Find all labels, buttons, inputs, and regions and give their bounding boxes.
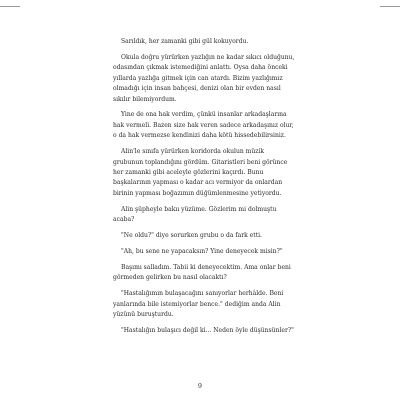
paragraph-2: Okula doğru yürürken yazlığın ne kadar sıkıcı olduğunu, odasından çıkmak istemediğini anlattı. Oysa daha önceki yıllarda yazlığa gitmek için can atardı. Bizim yazlığımız olmadığı için insan bahçesi, denizi olan bir evden nasıl sıkılır bilemiyordum. — [113, 53, 295, 103]
paragraph-7: "Ah, bu sene ne yapacaksın? Yine deneyecek misin?" — [121, 247, 283, 255]
crop-mark-right — [380, 6, 400, 7]
paragraph-8: Başımı salladım. Tabii ki deneyecektim. Ama onlar beni görmeden gelirken bu nasıl olacaktı? — [113, 263, 291, 282]
paragraph-4: Alin'le sınıfa yürürken koridorda okulun müzik grubunun toplandığını gördüm. Gitaristleri beni görünce her zamanki gibi aceleyle gözlerini kaçırdı. Bunu başkalarının yapması o kadar acı vermiyor da onlardan birinin yapması boğazımın düğümlenmesine yetiyordu. — [113, 148, 288, 197]
paragraph-3: Yine de ona hak verdim, çünkü insanlar arkadaşlarına hak vermeli. Bazen size hak veren sadece arkadaşınız olur, o da hak vermezse kendinizi daha kötü hissedebilirsiniz. — [113, 111, 294, 140]
book-page — [113, 37, 295, 336]
page-number: 9 — [197, 382, 203, 390]
paragraph-1: Sarıldık, her zamanki gibi gül kokuyordu. — [121, 38, 249, 45]
paragraph-5: Alin şüpheyle bakıı yüzüme. Gözlerim mi dolmuştu acaba? — [113, 205, 277, 224]
crop-mark-left — [0, 6, 20, 7]
paragraph-10: "Hastalığın bulaşıcı değil ki... Neden öyle düşünsünler?" — [121, 326, 294, 334]
paragraph-9: "Hastalığımın bulaşacağını sanıyorlar herhâlde. Beni yanlarında bile istemiyorlar bence." dediğim anda Alin yüzünü buruşturdu. — [113, 290, 284, 318]
paragraph-6: "Ne oldu?" diye sorurken grubu o da fark etti. — [121, 232, 262, 239]
